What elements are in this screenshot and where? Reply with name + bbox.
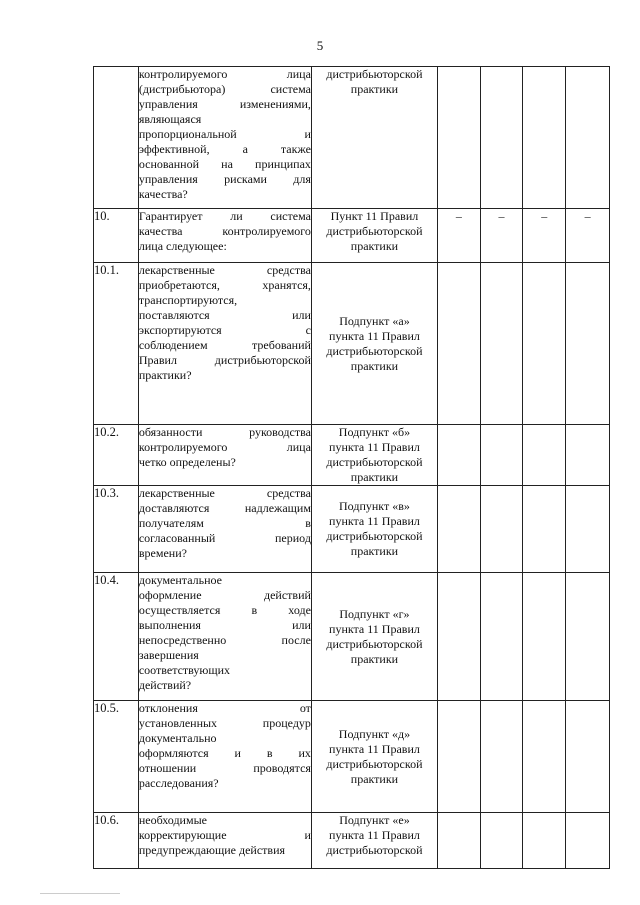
question-line: документально xyxy=(138,731,217,745)
question-cell xyxy=(138,813,311,869)
question-line: эффективной, а также xyxy=(138,142,311,156)
bottom-divider xyxy=(40,893,120,894)
reference-cell xyxy=(311,813,437,869)
question-line: практики? xyxy=(138,368,192,382)
answer-cell xyxy=(523,573,566,701)
answer-cell xyxy=(480,701,523,813)
question-line: управления рисками для xyxy=(138,172,311,186)
question-line: четко определены? xyxy=(138,455,236,469)
row-number: 10.2. xyxy=(94,425,139,486)
question-line: Правил дистрибьюторской xyxy=(138,353,311,367)
answer-cell xyxy=(523,425,566,486)
answer-cell xyxy=(480,425,523,486)
answer-cell xyxy=(480,67,523,209)
reference-line: пункта 11 Правил xyxy=(329,514,420,528)
question-line: доставляются надлежащим xyxy=(138,501,311,515)
reference-line: пункта 11 Правил xyxy=(329,328,420,343)
reference-line: пункта 11 Правил xyxy=(329,828,420,842)
question-cell xyxy=(138,67,311,209)
question-line: Гарантирует ли система xyxy=(138,209,311,223)
reference-cell xyxy=(311,263,437,425)
question-cell xyxy=(138,701,311,813)
answer-cell xyxy=(437,701,480,813)
question-line: качества? xyxy=(138,187,188,201)
question-line: отклонения от xyxy=(138,701,311,715)
reference-line: дистрибьюторской xyxy=(326,455,423,469)
reference-line: практики xyxy=(350,771,399,786)
table-row xyxy=(94,209,610,263)
answer-cell xyxy=(437,425,480,486)
reference-line: пункта 11 Правил xyxy=(329,440,420,454)
question-line: транспортируются, xyxy=(138,293,238,307)
answer-cell xyxy=(523,486,566,573)
question-line: времени? xyxy=(138,546,187,560)
question-line: осуществляется в ходе xyxy=(138,603,311,617)
table-row xyxy=(94,67,610,209)
answer-cell xyxy=(566,573,610,701)
question-line: выполнения или xyxy=(138,618,311,632)
answer-cell xyxy=(523,67,566,209)
reference-line: Подпункт «б» xyxy=(338,425,411,439)
answer-cell xyxy=(480,263,523,425)
question-line: приобретаются, хранятся, xyxy=(138,278,311,292)
reference-cell xyxy=(311,425,437,486)
question-line: контролируемого лица xyxy=(138,440,311,454)
reference-line: дистрибьюторской xyxy=(326,224,423,238)
table-row xyxy=(94,573,610,701)
reference-line: практики xyxy=(350,651,399,666)
reference-line: практики xyxy=(350,470,399,484)
question-line: являющаяся xyxy=(138,112,202,126)
reference-cell xyxy=(311,67,437,209)
answer-cell: – xyxy=(523,209,566,263)
table-row xyxy=(94,813,610,869)
answer-cell xyxy=(523,701,566,813)
reference-line: практики xyxy=(350,239,399,253)
question-line: расследования? xyxy=(138,776,219,790)
question-line: завершения xyxy=(138,648,199,662)
reference-line: Подпункт «д» xyxy=(338,726,411,741)
answer-cell xyxy=(566,486,610,573)
answer-cell xyxy=(566,425,610,486)
question-line: необходимые xyxy=(138,813,207,827)
reference-cell xyxy=(311,209,437,263)
question-line: экспортируются с xyxy=(138,323,311,337)
question-line: документальное xyxy=(138,573,222,587)
question-cell xyxy=(138,573,311,701)
row-number: 10.6. xyxy=(94,813,139,869)
question-line: контролируемого лица xyxy=(138,67,311,81)
question-line: получателям в xyxy=(138,516,311,530)
answer-cell xyxy=(523,263,566,425)
reference-line: дистрибьюторской xyxy=(326,756,423,771)
question-line: обязанности руководства xyxy=(138,425,311,439)
question-line: управления изменениями, xyxy=(138,97,311,111)
answer-cell xyxy=(566,263,610,425)
answer-cell: – xyxy=(480,209,523,263)
question-line: поставляются или xyxy=(138,308,311,322)
reference-line: практики xyxy=(350,358,399,373)
table-row xyxy=(94,701,610,813)
checklist-table xyxy=(93,66,610,869)
question-line: лица следующее: xyxy=(138,239,227,253)
question-line: качества контролируемого xyxy=(138,224,311,238)
reference-line: дистрибьюторской xyxy=(326,636,423,651)
answer-cell xyxy=(480,486,523,573)
question-line: (дистрибьютора) система xyxy=(138,82,311,96)
question-line: пропорциональной и xyxy=(138,127,311,141)
reference-line: практики xyxy=(350,82,399,96)
reference-line: Подпункт «г» xyxy=(339,606,410,621)
question-line: оформление действий xyxy=(138,588,311,602)
table-body xyxy=(94,67,610,869)
reference-line: Подпункт «е» xyxy=(339,813,410,827)
row-number: 10.1. xyxy=(94,263,139,425)
reference-cell xyxy=(311,701,437,813)
table-row xyxy=(94,425,610,486)
answer-cell: – xyxy=(566,209,610,263)
question-line: соблюдением требований xyxy=(138,338,311,352)
question-cell xyxy=(138,263,311,425)
reference-line: дистрибьюторской xyxy=(326,529,423,543)
reference-line: дистрибьюторской xyxy=(326,67,423,81)
question-cell xyxy=(138,486,311,573)
row-number: 10.3. xyxy=(94,486,139,573)
reference-line: Подпункт «в» xyxy=(339,499,410,513)
answer-cell xyxy=(437,813,480,869)
answer-cell xyxy=(566,67,610,209)
question-line: соответствующих xyxy=(138,663,231,677)
reference-cell xyxy=(311,486,437,573)
reference-line: Подпункт «а» xyxy=(339,313,410,328)
question-line: лекарственные средства xyxy=(138,263,311,277)
row-number xyxy=(94,67,139,209)
reference-line: пункта 11 Правил xyxy=(329,741,420,756)
answer-cell xyxy=(523,813,566,869)
reference-line: пункта 11 Правил xyxy=(329,621,420,636)
answer-cell xyxy=(437,486,480,573)
table-row xyxy=(94,263,610,425)
question-line: оформляются и в их xyxy=(138,746,311,760)
question-line: предупреждающие действия xyxy=(138,843,286,857)
reference-line: дистрибьюторской xyxy=(326,843,423,857)
answer-cell xyxy=(437,573,480,701)
answer-cell xyxy=(437,263,480,425)
question-line: основанной на принципах xyxy=(138,157,311,171)
question-line: согласованный период xyxy=(138,531,311,545)
reference-line: практики xyxy=(350,544,399,558)
question-cell xyxy=(138,425,311,486)
reference-line: дистрибьюторской xyxy=(326,343,423,358)
answer-cell xyxy=(480,813,523,869)
answer-cell xyxy=(566,813,610,869)
question-cell xyxy=(138,209,311,263)
question-line: непосредственно после xyxy=(138,633,311,647)
table-row xyxy=(94,486,610,573)
page-number: 5 xyxy=(316,38,324,53)
question-line: действий? xyxy=(138,678,192,692)
answer-cell xyxy=(566,701,610,813)
answer-cell xyxy=(437,67,480,209)
row-number: 10. xyxy=(94,209,139,263)
answer-cell: – xyxy=(437,209,480,263)
reference-cell xyxy=(311,573,437,701)
row-number: 10.5. xyxy=(94,701,139,813)
question-line: установленных процедур xyxy=(138,716,311,730)
question-line: отношении проводятся xyxy=(138,761,311,775)
question-line: корректирующие и xyxy=(138,828,311,842)
answer-cell xyxy=(480,573,523,701)
reference-line: Пункт 11 Правил xyxy=(330,209,419,223)
row-number: 10.4. xyxy=(94,573,139,701)
question-line: лекарственные средства xyxy=(138,486,311,500)
